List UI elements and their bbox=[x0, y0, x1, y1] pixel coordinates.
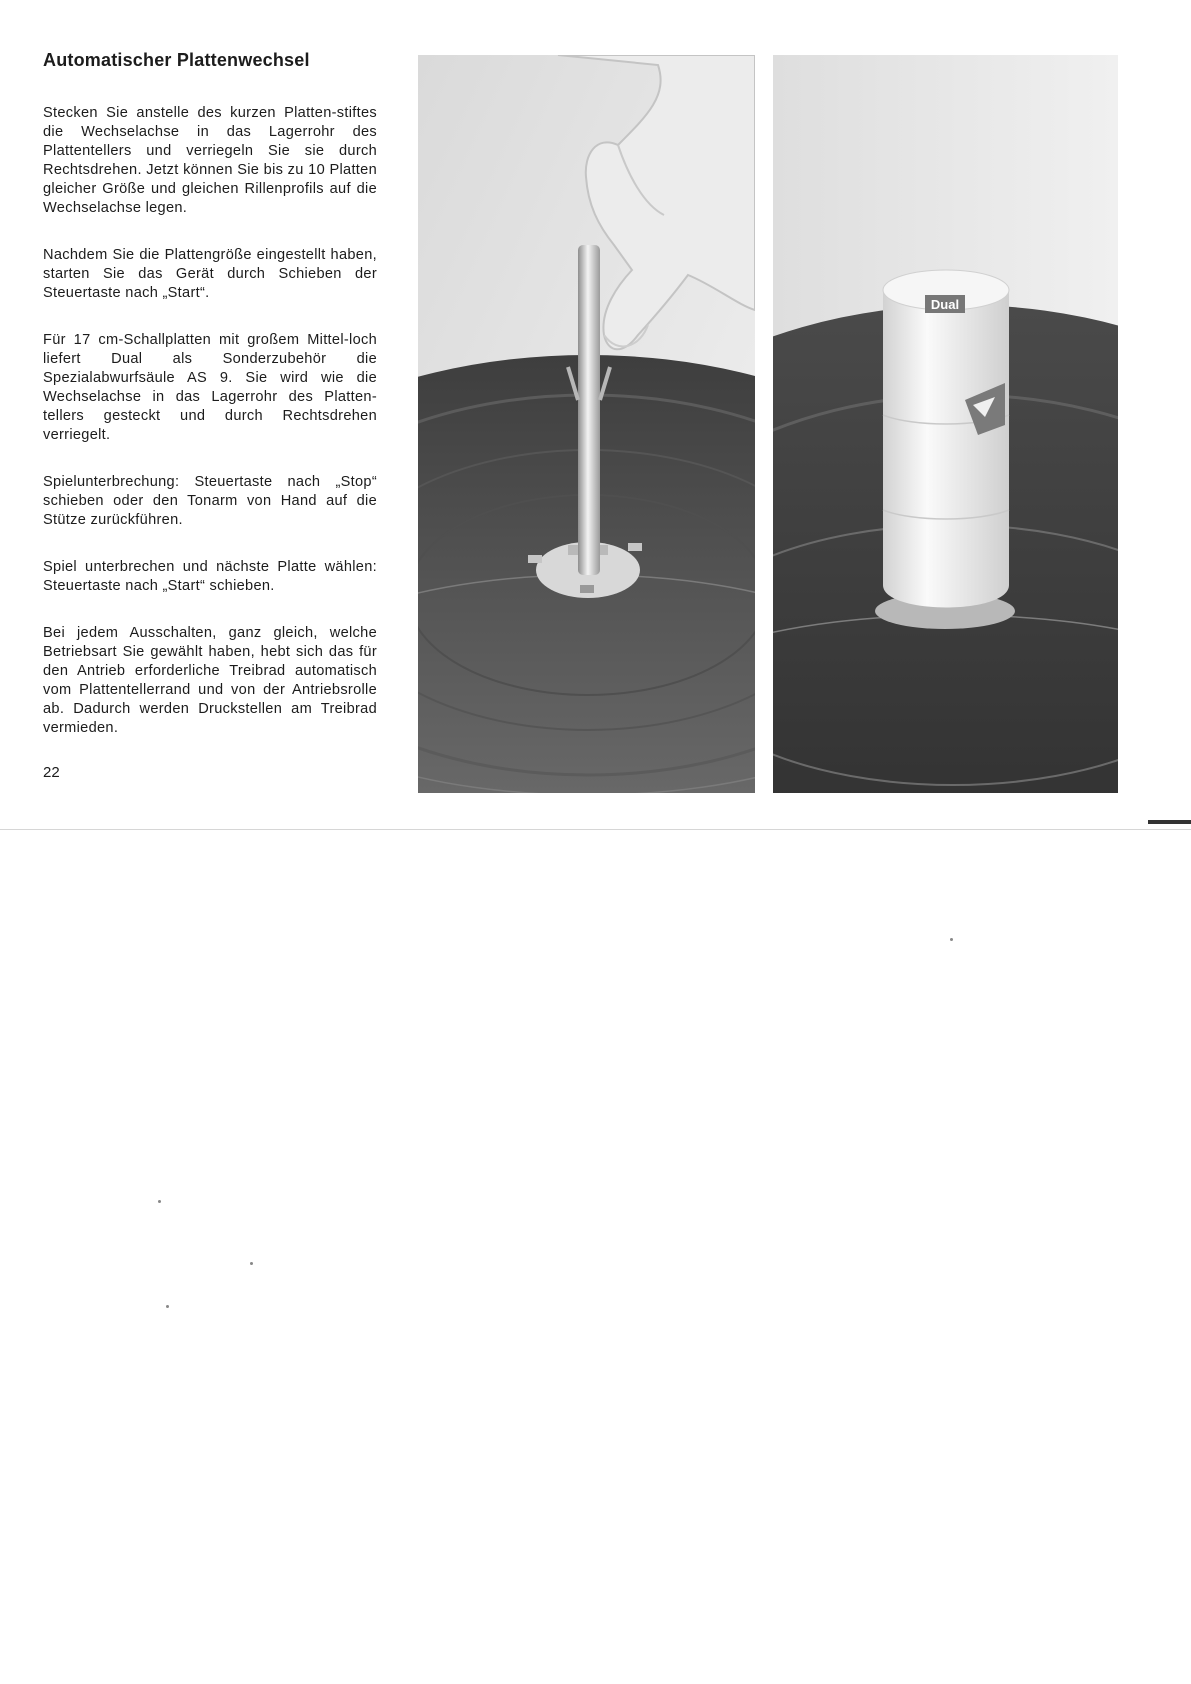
scan-edge-shadow bbox=[1148, 820, 1191, 824]
paragraph-play-interrupt: Spielunterbrechung: Steuertaste nach „Stop“ schieben oder den Tonarm von Hand auf die Stütze zurückführen. bbox=[43, 474, 377, 528]
paragraph-changer-spindle: Stecken Sie anstelle des kurzen Platten-stiftes die Wechselachse in das Lagerrohr des Plattentellers und verriegeln Sie sie durch Rechtsdrehen. Jetzt können Sie bis zu 10 Platten gleicher Größe und gleichen Rillenprofils auf die Wechselachse legen. bbox=[43, 105, 377, 216]
paragraph-record-size: Nachdem Sie die Plattengröße eingestellt haben, starten Sie das Gerät durch Schieben der Steuertaste nach „Start“. bbox=[43, 247, 377, 301]
paragraph-next-record: Spiel unterbrechen und nächste Platte wählen: Steuertaste nach „Start“ schieben. bbox=[43, 559, 377, 594]
scan-speck bbox=[158, 1200, 161, 1203]
page-number: 22 bbox=[43, 764, 60, 781]
hand-inserting-changer-spindle-icon bbox=[418, 55, 755, 793]
page-fold-line bbox=[0, 829, 1191, 830]
page-title: Automatischer Plattenwechsel bbox=[43, 50, 310, 70]
svg-text:Dual: Dual bbox=[930, 297, 960, 312]
photo-changer-spindle bbox=[418, 55, 755, 793]
scan-speck bbox=[166, 1305, 169, 1308]
text-column bbox=[43, 104, 377, 766]
dual-as9-ejector-column-icon bbox=[773, 55, 1118, 793]
photo-as9-column bbox=[773, 55, 1118, 793]
scan-speck bbox=[250, 1262, 253, 1265]
paragraph-drive-wheel: Bei jedem Ausschalten, ganz gleich, welche Betriebsart Sie gewählt haben, hebt sich das für den Antrieb erforderliche Treibrad automatisch vom Plattentellerrand und von der Antriebsrolle ab. Dadurch werden Druckstellen am Treibrad vermieden. bbox=[43, 625, 377, 736]
scan-speck bbox=[950, 938, 953, 941]
paragraph-as9-column: Für 17 cm-Schallplatten mit großem Mittel-loch liefert Dual als Sonderzubehör die Spezialabwurfsäule AS 9. Sie wird wie die Wechselachse in das Lagerrohr des Platten-tellers gesteckt und durch Rechtsdrehen verriegelt. bbox=[43, 332, 377, 443]
